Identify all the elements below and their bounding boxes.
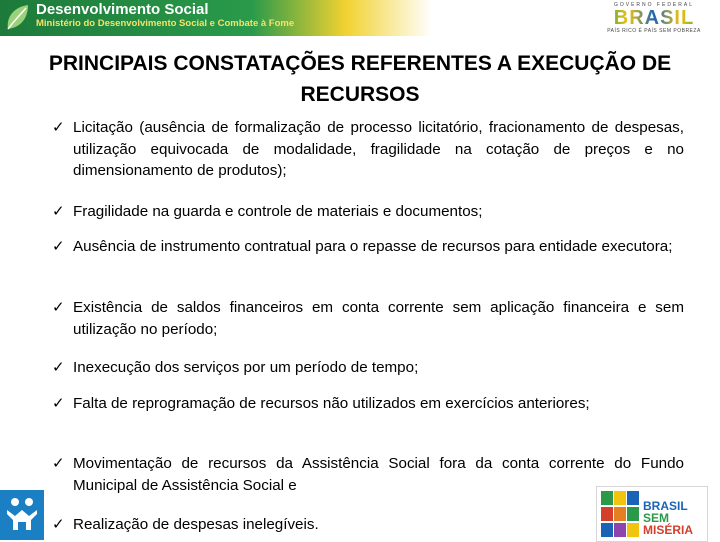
brasil-gov-logo [602, 2, 706, 34]
list-item-text: Movimentação de recursos da Assistência Social fora da conta corrente do Fundo Municipal de Assistência Social e [73, 455, 684, 494]
logo-word-miseria: MISÉRIA [643, 523, 694, 537]
leaf-icon [4, 3, 32, 33]
org-subtitle: Ministério do Desenvolvimento Social e Combate à Fome [36, 18, 295, 29]
check-icon: ✓ [52, 119, 65, 136]
side-stripe [0, 490, 44, 540]
gov-logo-top-text: GOVERNO FEDERAL [613, 2, 694, 8]
org-title: Desenvolvimento Social [36, 1, 209, 18]
check-icon: ✓ [52, 516, 65, 533]
list-item-text: Existência de saldos financeiros em conta corrente sem aplicação financeira e sem utilização no período; [73, 299, 684, 338]
check-icon: ✓ [52, 203, 65, 220]
check-icon: ✓ [52, 359, 65, 376]
check-icon: ✓ [52, 238, 65, 255]
list-item [52, 453, 684, 496]
mosaic-icon [601, 491, 639, 537]
list-item-text: Inexecução dos serviços por um período de tempo; [73, 359, 419, 376]
list-item [52, 236, 684, 258]
header-banner [0, 0, 720, 36]
list-item-text: Fragilidade na guarda e controle de materiais e documentos; [73, 203, 483, 220]
list-item [52, 297, 684, 340]
check-icon: ✓ [52, 299, 65, 316]
list-item-text: Licitação (ausência de formalização de processo licitatório, fracionamento de despesas, utilização equivocada de modalidade, fragilidade na cotação de preços e no dimensionamento de produtos); [73, 119, 684, 179]
check-icon: ✓ [52, 395, 65, 412]
list-item [52, 357, 684, 379]
list-item [52, 514, 582, 536]
brasil-sem-miseria-logo [596, 486, 708, 542]
gov-logo-slogan: PAÍS RICO É PAÍS SEM POBREZA [607, 28, 701, 34]
page-title: PRINCIPAIS CONSTATAÇÕES REFERENTES A EXECUÇÃO DE RECURSOS [48, 52, 672, 106]
list-item [52, 201, 684, 223]
logo-word-brasil: BRASIL [643, 499, 688, 513]
list-item [52, 393, 684, 415]
list-item-text: Ausência de instrumento contratual para o repasse de recursos para entidade executora; [73, 238, 673, 255]
org-name [36, 2, 294, 30]
list-item-text: Realização de despesas inelegíveis. [73, 516, 319, 533]
list-item-text: Falta de reprogramação de recursos não utilizados em exercícios anteriores; [73, 395, 590, 412]
people-icon [5, 496, 39, 530]
check-icon: ✓ [52, 455, 65, 472]
logo-word-sem: SEM [643, 511, 670, 525]
gov-logo-word: BRASIL [602, 8, 706, 28]
list-item [52, 117, 684, 182]
